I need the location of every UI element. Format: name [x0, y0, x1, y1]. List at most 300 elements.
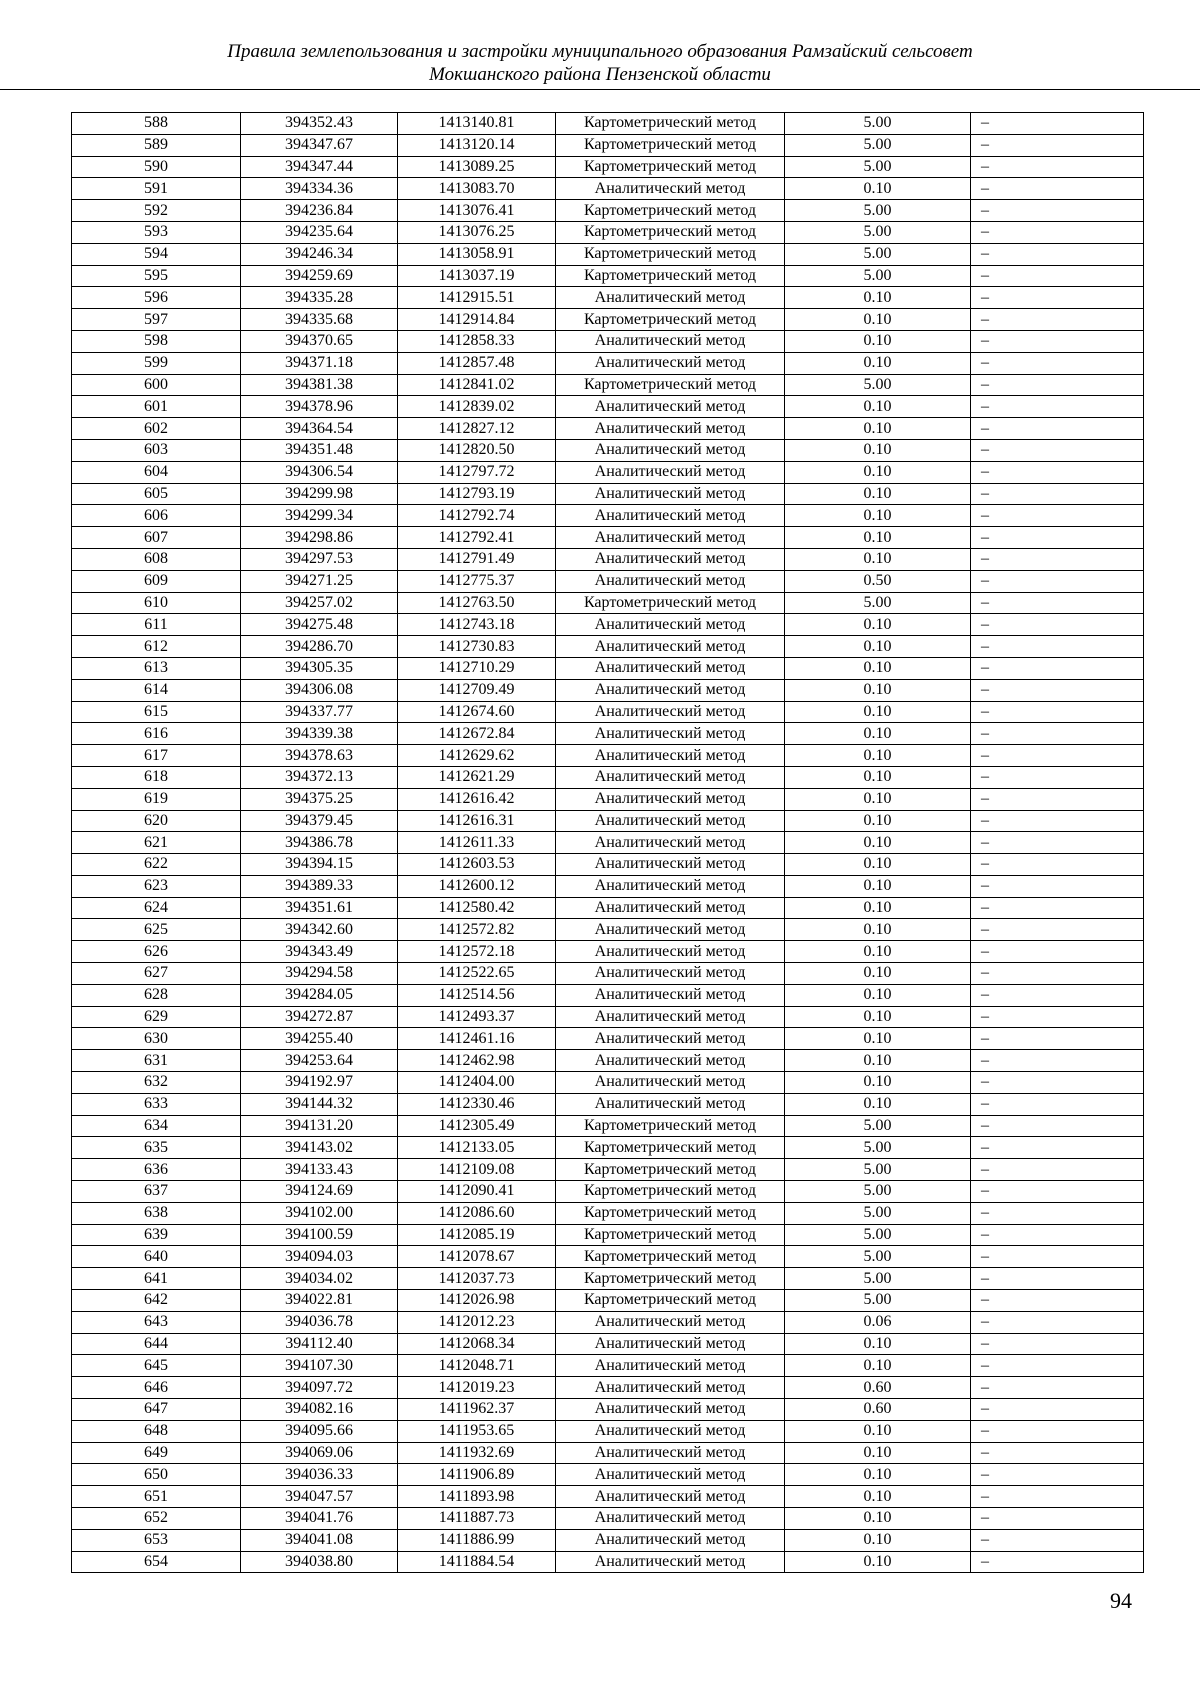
y-coordinate-cell: 1412793.19	[398, 483, 556, 505]
y-coordinate-cell: 1412493.37	[398, 1006, 556, 1028]
table-row	[72, 287, 1144, 309]
table-row	[72, 1290, 1144, 1312]
table-row	[72, 309, 1144, 331]
x-coordinate-cell: 394297.53	[241, 548, 398, 570]
x-coordinate-cell: 394347.67	[241, 134, 398, 156]
accuracy-cell: 0.10	[785, 1050, 971, 1072]
method-cell: Аналитический метод	[556, 330, 785, 352]
table-row	[72, 1093, 1144, 1115]
point-number-cell: 597	[72, 309, 241, 331]
point-number-cell: 627	[72, 963, 241, 985]
accuracy-cell: 0.10	[785, 723, 971, 745]
method-cell: Аналитический метод	[556, 1508, 785, 1530]
point-number-cell: 647	[72, 1399, 241, 1421]
note-cell: –	[971, 287, 1144, 309]
table-row	[72, 548, 1144, 570]
header-line-2: Мокшанского района Пензенской области	[429, 64, 771, 85]
point-number-cell: 636	[72, 1159, 241, 1181]
y-coordinate-cell: 1412858.33	[398, 330, 556, 352]
y-coordinate-cell: 1413037.19	[398, 265, 556, 287]
accuracy-cell: 0.10	[785, 178, 971, 200]
y-coordinate-cell: 1413076.41	[398, 200, 556, 222]
table-row	[72, 657, 1144, 679]
accuracy-cell: 5.00	[785, 1290, 971, 1312]
point-number-cell: 628	[72, 984, 241, 1006]
note-cell: –	[971, 875, 1144, 897]
document-header	[0, 40, 1200, 86]
x-coordinate-cell: 394347.44	[241, 156, 398, 178]
point-number-cell: 617	[72, 745, 241, 767]
point-number-cell: 604	[72, 461, 241, 483]
accuracy-cell: 0.10	[785, 1093, 971, 1115]
table-row	[72, 636, 1144, 658]
y-coordinate-cell: 1412330.46	[398, 1093, 556, 1115]
x-coordinate-cell: 394375.25	[241, 788, 398, 810]
table-row	[72, 1311, 1144, 1333]
point-number-cell: 615	[72, 701, 241, 723]
table-row	[72, 1442, 1144, 1464]
method-cell: Аналитический метод	[556, 723, 785, 745]
accuracy-cell: 5.00	[785, 134, 971, 156]
method-cell: Аналитический метод	[556, 1333, 785, 1355]
y-coordinate-cell: 1411884.54	[398, 1551, 556, 1573]
accuracy-cell: 0.10	[785, 439, 971, 461]
table-row	[72, 941, 1144, 963]
accuracy-cell: 5.00	[785, 1137, 971, 1159]
y-coordinate-cell: 1411906.89	[398, 1464, 556, 1486]
method-cell: Аналитический метод	[556, 701, 785, 723]
note-cell: –	[971, 309, 1144, 331]
note-cell: –	[971, 1355, 1144, 1377]
x-coordinate-cell: 394034.02	[241, 1268, 398, 1290]
y-coordinate-cell: 1412820.50	[398, 439, 556, 461]
accuracy-cell: 5.00	[785, 1115, 971, 1137]
method-cell: Аналитический метод	[556, 1529, 785, 1551]
point-number-cell: 616	[72, 723, 241, 745]
point-number-cell: 644	[72, 1333, 241, 1355]
method-cell: Аналитический метод	[556, 636, 785, 658]
note-cell: –	[971, 418, 1144, 440]
table-row	[72, 1551, 1144, 1573]
accuracy-cell: 5.00	[785, 1181, 971, 1203]
y-coordinate-cell: 1413120.14	[398, 134, 556, 156]
point-number-cell: 650	[72, 1464, 241, 1486]
x-coordinate-cell: 394107.30	[241, 1355, 398, 1377]
point-number-cell: 612	[72, 636, 241, 658]
accuracy-cell: 0.10	[785, 657, 971, 679]
method-cell: Аналитический метод	[556, 1551, 785, 1573]
table-row	[72, 1137, 1144, 1159]
table-row	[72, 723, 1144, 745]
point-number-cell: 601	[72, 396, 241, 418]
method-cell: Аналитический метод	[556, 1006, 785, 1028]
accuracy-cell: 0.10	[785, 1006, 971, 1028]
y-coordinate-cell: 1411887.73	[398, 1508, 556, 1530]
table-row	[72, 1333, 1144, 1355]
y-coordinate-cell: 1412775.37	[398, 570, 556, 592]
x-coordinate-cell: 394339.38	[241, 723, 398, 745]
accuracy-cell: 5.00	[785, 1268, 971, 1290]
table-row	[72, 374, 1144, 396]
y-coordinate-cell: 1412090.41	[398, 1181, 556, 1203]
note-cell: –	[971, 527, 1144, 549]
note-cell: –	[971, 1420, 1144, 1442]
note-cell: –	[971, 1246, 1144, 1268]
note-cell: –	[971, 134, 1144, 156]
x-coordinate-cell: 394298.86	[241, 527, 398, 549]
point-number-cell: 622	[72, 854, 241, 876]
note-cell: –	[971, 1006, 1144, 1028]
x-coordinate-cell: 394364.54	[241, 418, 398, 440]
point-number-cell: 592	[72, 200, 241, 222]
point-number-cell: 605	[72, 483, 241, 505]
point-number-cell: 651	[72, 1486, 241, 1508]
table-row	[72, 897, 1144, 919]
y-coordinate-cell: 1412621.29	[398, 766, 556, 788]
y-coordinate-cell: 1412404.00	[398, 1072, 556, 1094]
table-row	[72, 1050, 1144, 1072]
note-cell: –	[971, 941, 1144, 963]
method-cell: Аналитический метод	[556, 963, 785, 985]
accuracy-cell: 0.10	[785, 396, 971, 418]
accuracy-cell: 5.00	[785, 1159, 971, 1181]
y-coordinate-cell: 1412037.73	[398, 1268, 556, 1290]
point-number-cell: 641	[72, 1268, 241, 1290]
point-number-cell: 629	[72, 1006, 241, 1028]
accuracy-cell: 5.00	[785, 221, 971, 243]
note-cell: –	[971, 1311, 1144, 1333]
coordinates-table	[71, 112, 1144, 1573]
y-coordinate-cell: 1412572.18	[398, 941, 556, 963]
method-cell: Аналитический метод	[556, 418, 785, 440]
x-coordinate-cell: 394335.68	[241, 309, 398, 331]
note-cell: –	[971, 745, 1144, 767]
note-cell: –	[971, 1399, 1144, 1421]
accuracy-cell: 0.10	[785, 548, 971, 570]
method-cell: Аналитический метод	[556, 1442, 785, 1464]
x-coordinate-cell: 394381.38	[241, 374, 398, 396]
table-row	[72, 1268, 1144, 1290]
x-coordinate-cell: 394041.08	[241, 1529, 398, 1551]
note-cell: –	[971, 1442, 1144, 1464]
accuracy-cell: 0.10	[785, 330, 971, 352]
accuracy-cell: 0.10	[785, 461, 971, 483]
x-coordinate-cell: 394236.84	[241, 200, 398, 222]
x-coordinate-cell: 394372.13	[241, 766, 398, 788]
method-cell: Картометрический метод	[556, 1181, 785, 1203]
x-coordinate-cell: 394082.16	[241, 1399, 398, 1421]
method-cell: Аналитический метод	[556, 1377, 785, 1399]
note-cell: –	[971, 1115, 1144, 1137]
accuracy-cell: 5.00	[785, 200, 971, 222]
table-row	[72, 1006, 1144, 1028]
point-number-cell: 588	[72, 113, 241, 135]
y-coordinate-cell: 1412792.41	[398, 527, 556, 549]
point-number-cell: 643	[72, 1311, 241, 1333]
method-cell: Аналитический метод	[556, 810, 785, 832]
y-coordinate-cell: 1412580.42	[398, 897, 556, 919]
accuracy-cell: 0.10	[785, 788, 971, 810]
note-cell: –	[971, 113, 1144, 135]
method-cell: Картометрический метод	[556, 1268, 785, 1290]
x-coordinate-cell: 394095.66	[241, 1420, 398, 1442]
method-cell: Аналитический метод	[556, 570, 785, 592]
accuracy-cell: 0.10	[785, 919, 971, 941]
note-cell: –	[971, 832, 1144, 854]
table-row	[72, 156, 1144, 178]
method-cell: Аналитический метод	[556, 832, 785, 854]
y-coordinate-cell: 1412019.23	[398, 1377, 556, 1399]
method-cell: Аналитический метод	[556, 1399, 785, 1421]
y-coordinate-cell: 1412857.48	[398, 352, 556, 374]
table-row	[72, 1508, 1144, 1530]
method-cell: Аналитический метод	[556, 679, 785, 701]
y-coordinate-cell: 1411886.99	[398, 1529, 556, 1551]
y-coordinate-cell: 1412672.84	[398, 723, 556, 745]
x-coordinate-cell: 394272.87	[241, 1006, 398, 1028]
note-cell: –	[971, 221, 1144, 243]
accuracy-cell: 5.00	[785, 1246, 971, 1268]
table-row	[72, 1486, 1144, 1508]
table-row	[72, 352, 1144, 374]
header-line-1: Правила землепользования и застройки муниципального образования Рамзайский сельсовет	[227, 41, 973, 62]
note-cell: –	[971, 701, 1144, 723]
table-row	[72, 439, 1144, 461]
y-coordinate-cell: 1412305.49	[398, 1115, 556, 1137]
method-cell: Картометрический метод	[556, 265, 785, 287]
table-row	[72, 614, 1144, 636]
x-coordinate-cell: 394112.40	[241, 1333, 398, 1355]
note-cell: –	[971, 592, 1144, 614]
note-cell: –	[971, 657, 1144, 679]
method-cell: Аналитический метод	[556, 1072, 785, 1094]
table-row	[72, 984, 1144, 1006]
accuracy-cell: 0.10	[785, 1508, 971, 1530]
accuracy-cell: 0.60	[785, 1377, 971, 1399]
y-coordinate-cell: 1412792.74	[398, 505, 556, 527]
x-coordinate-cell: 394133.43	[241, 1159, 398, 1181]
x-coordinate-cell: 394124.69	[241, 1181, 398, 1203]
accuracy-cell: 0.10	[785, 1486, 971, 1508]
note-cell: –	[971, 919, 1144, 941]
point-number-cell: 639	[72, 1224, 241, 1246]
x-coordinate-cell: 394100.59	[241, 1224, 398, 1246]
accuracy-cell: 5.00	[785, 156, 971, 178]
method-cell: Картометрический метод	[556, 1137, 785, 1159]
x-coordinate-cell: 394253.64	[241, 1050, 398, 1072]
method-cell: Аналитический метод	[556, 941, 785, 963]
x-coordinate-cell: 394246.34	[241, 243, 398, 265]
note-cell: –	[971, 1268, 1144, 1290]
table-row	[72, 701, 1144, 723]
accuracy-cell: 0.10	[785, 1420, 971, 1442]
y-coordinate-cell: 1413083.70	[398, 178, 556, 200]
note-cell: –	[971, 766, 1144, 788]
y-coordinate-cell: 1412086.60	[398, 1202, 556, 1224]
accuracy-cell: 0.10	[785, 810, 971, 832]
point-number-cell: 593	[72, 221, 241, 243]
y-coordinate-cell: 1412709.49	[398, 679, 556, 701]
accuracy-cell: 0.10	[785, 854, 971, 876]
table-row	[72, 1529, 1144, 1551]
accuracy-cell: 0.10	[785, 1464, 971, 1486]
x-coordinate-cell: 394299.34	[241, 505, 398, 527]
y-coordinate-cell: 1412078.67	[398, 1246, 556, 1268]
y-coordinate-cell: 1412572.82	[398, 919, 556, 941]
x-coordinate-cell: 394334.36	[241, 178, 398, 200]
point-number-cell: 640	[72, 1246, 241, 1268]
y-coordinate-cell: 1412048.71	[398, 1355, 556, 1377]
point-number-cell: 626	[72, 941, 241, 963]
x-coordinate-cell: 394022.81	[241, 1290, 398, 1312]
note-cell: –	[971, 1290, 1144, 1312]
accuracy-cell: 0.50	[785, 570, 971, 592]
x-coordinate-cell: 394306.08	[241, 679, 398, 701]
x-coordinate-cell: 394389.33	[241, 875, 398, 897]
accuracy-cell: 5.00	[785, 1224, 971, 1246]
note-cell: –	[971, 1224, 1144, 1246]
accuracy-cell: 5.00	[785, 113, 971, 135]
x-coordinate-cell: 394257.02	[241, 592, 398, 614]
point-number-cell: 623	[72, 875, 241, 897]
y-coordinate-cell: 1413076.25	[398, 221, 556, 243]
x-coordinate-cell: 394305.35	[241, 657, 398, 679]
table-row	[72, 1115, 1144, 1137]
point-number-cell: 635	[72, 1137, 241, 1159]
accuracy-cell: 0.10	[785, 287, 971, 309]
note-cell: –	[971, 1464, 1144, 1486]
y-coordinate-cell: 1412915.51	[398, 287, 556, 309]
method-cell: Аналитический метод	[556, 1311, 785, 1333]
accuracy-cell: 0.10	[785, 745, 971, 767]
method-cell: Картометрический метод	[556, 1202, 785, 1224]
y-coordinate-cell: 1412827.12	[398, 418, 556, 440]
table-row	[72, 788, 1144, 810]
page-number: 94	[1110, 1588, 1132, 1613]
note-cell: –	[971, 200, 1144, 222]
table-row	[72, 1028, 1144, 1050]
method-cell: Картометрический метод	[556, 309, 785, 331]
method-cell: Аналитический метод	[556, 1420, 785, 1442]
note-cell: –	[971, 1333, 1144, 1355]
table-row	[72, 1355, 1144, 1377]
accuracy-cell: 0.10	[785, 875, 971, 897]
x-coordinate-cell: 394144.32	[241, 1093, 398, 1115]
point-number-cell: 652	[72, 1508, 241, 1530]
y-coordinate-cell: 1412616.31	[398, 810, 556, 832]
note-cell: –	[971, 679, 1144, 701]
x-coordinate-cell: 394342.60	[241, 919, 398, 941]
method-cell: Картометрический метод	[556, 1115, 785, 1137]
point-number-cell: 589	[72, 134, 241, 156]
note-cell: –	[971, 788, 1144, 810]
table-row	[72, 1181, 1144, 1203]
y-coordinate-cell: 1412522.65	[398, 963, 556, 985]
accuracy-cell: 0.60	[785, 1399, 971, 1421]
method-cell: Аналитический метод	[556, 875, 785, 897]
accuracy-cell: 0.10	[785, 418, 971, 440]
method-cell: Аналитический метод	[556, 396, 785, 418]
method-cell: Аналитический метод	[556, 439, 785, 461]
y-coordinate-cell: 1412462.98	[398, 1050, 556, 1072]
x-coordinate-cell: 394394.15	[241, 854, 398, 876]
accuracy-cell: 0.10	[785, 1551, 971, 1573]
y-coordinate-cell: 1412730.83	[398, 636, 556, 658]
table-row	[72, 745, 1144, 767]
table-row	[72, 1202, 1144, 1224]
accuracy-cell: 0.10	[785, 766, 971, 788]
x-coordinate-cell: 394192.97	[241, 1072, 398, 1094]
x-coordinate-cell: 394271.25	[241, 570, 398, 592]
table-row	[72, 679, 1144, 701]
method-cell: Аналитический метод	[556, 461, 785, 483]
method-cell: Аналитический метод	[556, 527, 785, 549]
table-row	[72, 1246, 1144, 1268]
x-coordinate-cell: 394294.58	[241, 963, 398, 985]
y-coordinate-cell: 1413140.81	[398, 113, 556, 135]
accuracy-cell: 0.10	[785, 1442, 971, 1464]
accuracy-cell: 0.10	[785, 614, 971, 636]
point-number-cell: 631	[72, 1050, 241, 1072]
point-number-cell: 591	[72, 178, 241, 200]
y-coordinate-cell: 1412839.02	[398, 396, 556, 418]
table-row	[72, 265, 1144, 287]
method-cell: Картометрический метод	[556, 1224, 785, 1246]
point-number-cell: 638	[72, 1202, 241, 1224]
point-number-cell: 634	[72, 1115, 241, 1137]
x-coordinate-cell: 394036.33	[241, 1464, 398, 1486]
point-number-cell: 610	[72, 592, 241, 614]
table-row	[72, 418, 1144, 440]
table-row	[72, 396, 1144, 418]
method-cell: Картометрический метод	[556, 592, 785, 614]
note-cell: –	[971, 636, 1144, 658]
point-number-cell: 619	[72, 788, 241, 810]
x-coordinate-cell: 394352.43	[241, 113, 398, 135]
point-number-cell: 594	[72, 243, 241, 265]
method-cell: Аналитический метод	[556, 854, 785, 876]
table-row	[72, 592, 1144, 614]
point-number-cell: 637	[72, 1181, 241, 1203]
y-coordinate-cell: 1412026.98	[398, 1290, 556, 1312]
table-row	[72, 766, 1144, 788]
method-cell: Картометрический метод	[556, 1246, 785, 1268]
note-cell: –	[971, 1028, 1144, 1050]
y-coordinate-cell: 1411953.65	[398, 1420, 556, 1442]
point-number-cell: 607	[72, 527, 241, 549]
y-coordinate-cell: 1412710.29	[398, 657, 556, 679]
note-cell: –	[971, 156, 1144, 178]
table-row	[72, 919, 1144, 941]
accuracy-cell: 0.10	[785, 483, 971, 505]
note-cell: –	[971, 352, 1144, 374]
point-number-cell: 645	[72, 1355, 241, 1377]
table-row	[72, 178, 1144, 200]
x-coordinate-cell: 394378.63	[241, 745, 398, 767]
table-row	[72, 113, 1144, 135]
note-cell: –	[971, 963, 1144, 985]
y-coordinate-cell: 1411893.98	[398, 1486, 556, 1508]
note-cell: –	[971, 984, 1144, 1006]
point-number-cell: 599	[72, 352, 241, 374]
note-cell: –	[971, 1486, 1144, 1508]
note-cell: –	[971, 1093, 1144, 1115]
point-number-cell: 632	[72, 1072, 241, 1094]
accuracy-cell: 0.10	[785, 1355, 971, 1377]
method-cell: Аналитический метод	[556, 919, 785, 941]
method-cell: Аналитический метод	[556, 178, 785, 200]
method-cell: Аналитический метод	[556, 657, 785, 679]
